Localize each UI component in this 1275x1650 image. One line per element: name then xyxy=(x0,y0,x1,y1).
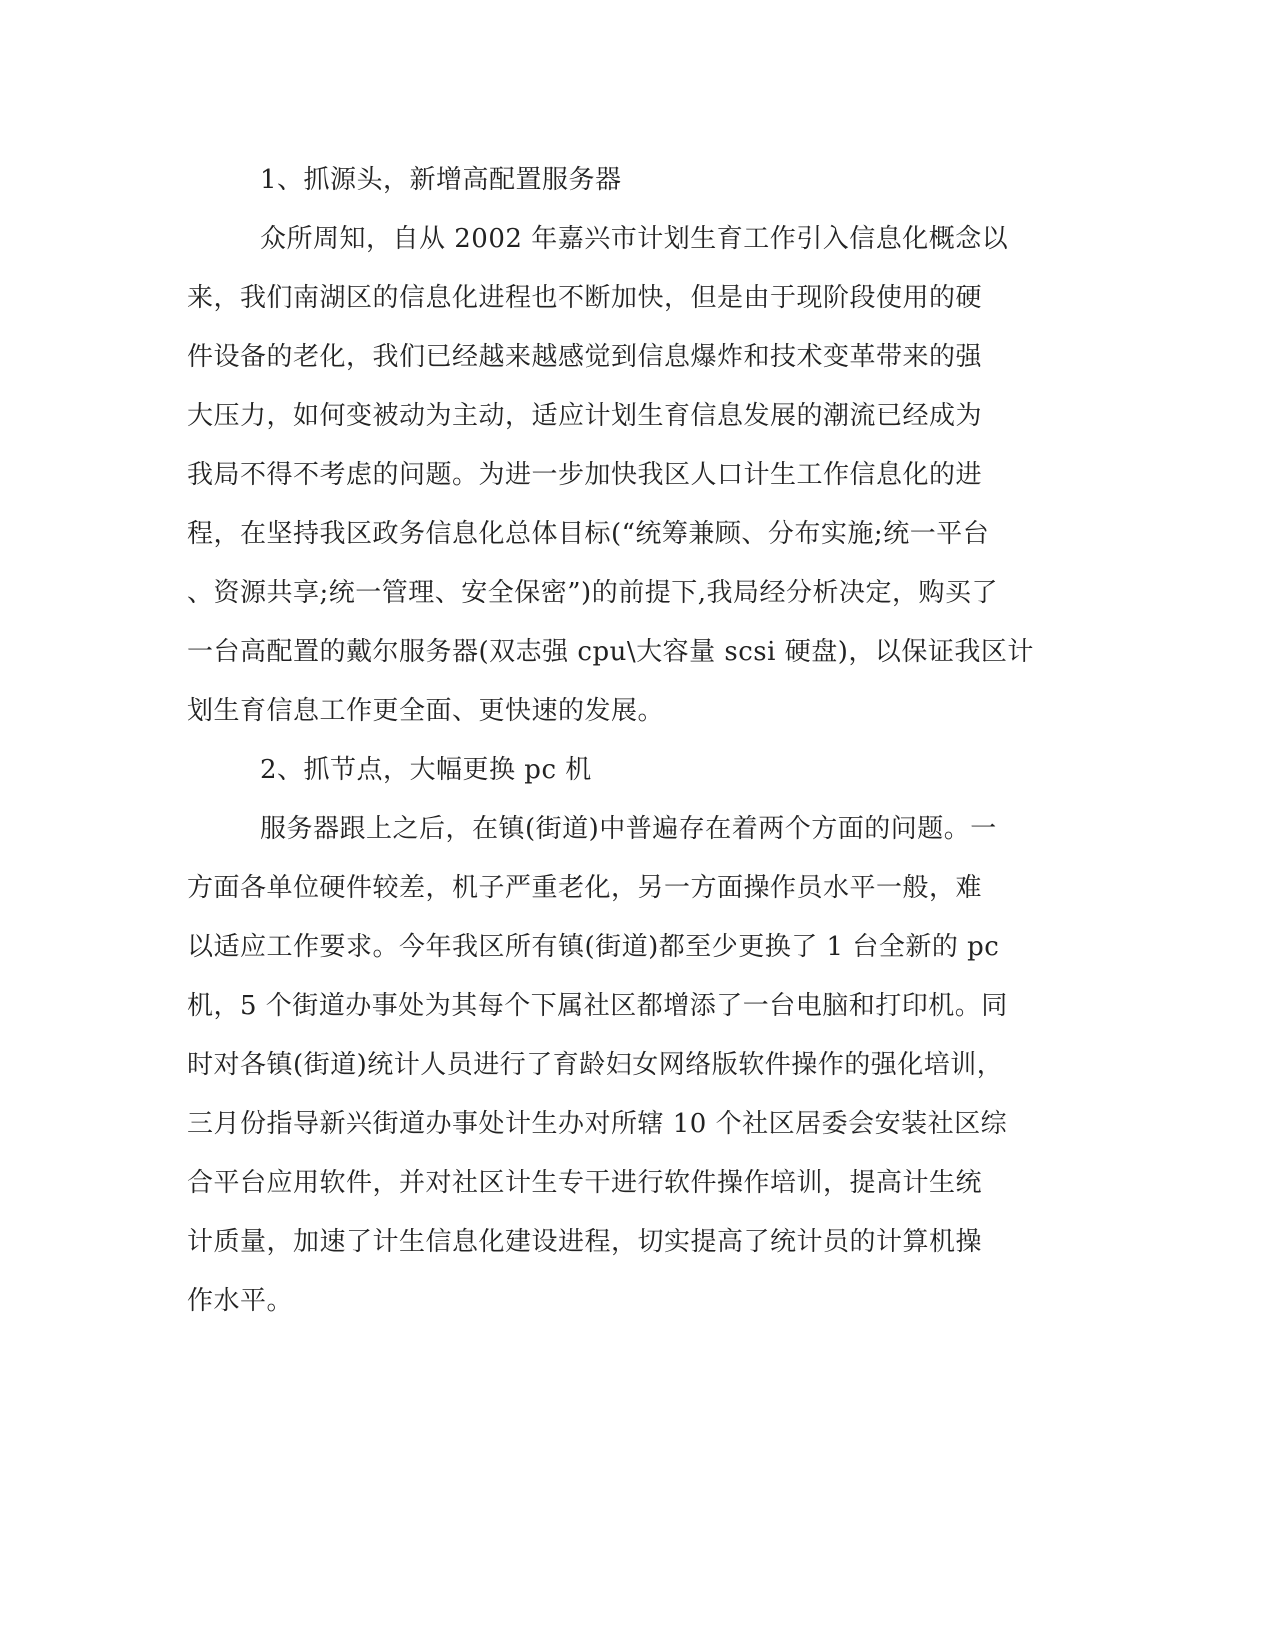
paragraph-2-line: 作水平。 xyxy=(187,1286,294,1316)
section-heading-2: 2、抓节点，大幅更换 pc 机 xyxy=(260,755,592,785)
paragraph-1-line: 一台高配置的戴尔服务器(双志强 cpu\大容量 scsi 硬盘)，以保证我区计 xyxy=(187,637,1034,667)
paragraph-1-line: 、资源共享;统一管理、安全保密”)的前提下,我局经分析决定，购买了 xyxy=(187,578,998,608)
paragraph-1-line: 众所周知，自从 2002 年嘉兴市计划生育工作引入信息化概念以 xyxy=(260,224,1009,254)
paragraph-2-line: 时对各镇(街道)统计人员进行了育龄妇女网络版软件操作的强化培训， xyxy=(187,1050,1004,1080)
paragraph-1-line: 程，在坚持我区政务信息化总体目标(“统筹兼顾、分布实施;统一平台 xyxy=(187,519,990,549)
paragraph-1-line: 我局不得不考虑的问题。为进一步加快我区人口计生工作信息化的进 xyxy=(187,460,983,490)
paragraph-1-line: 件设备的老化，我们已经越来越感觉到信息爆炸和技术变革带来的强 xyxy=(187,342,983,372)
paragraph-2-line: 方面各单位硬件较差，机子严重老化，另一方面操作员水平一般，难 xyxy=(187,873,983,903)
paragraph-2-line: 计质量，加速了计生信息化建设进程，切实提高了统计员的计算机操 xyxy=(187,1227,983,1257)
paragraph-2-line: 以适应工作要求。今年我区所有镇(街道)都至少更换了 1 台全新的 pc xyxy=(187,932,1000,962)
paragraph-1-line: 划生育信息工作更全面、更快速的发展。 xyxy=(187,696,665,726)
paragraph-1-line: 大压力，如何变被动为主动，适应计划生育信息发展的潮流已经成为 xyxy=(187,401,983,431)
paragraph-2-line: 机，5 个街道办事处为其每个下属社区都增添了一台电脑和打印机。同 xyxy=(187,991,1008,1021)
paragraph-2-line: 三月份指导新兴街道办事处计生办对所辖 10 个社区居委会安装社区综 xyxy=(187,1109,1008,1139)
section-heading-1: 1、抓源头，新增高配置服务器 xyxy=(260,165,622,195)
paragraph-1-line: 来，我们南湖区的信息化进程也不断加快，但是由于现阶段使用的硬 xyxy=(187,283,983,313)
paragraph-2-line: 合平台应用软件，并对社区计生专干进行软件操作培训，提高计生统 xyxy=(187,1168,983,1198)
paragraph-2-line: 服务器跟上之后，在镇(街道)中普遍存在着两个方面的问题。一 xyxy=(260,814,997,844)
